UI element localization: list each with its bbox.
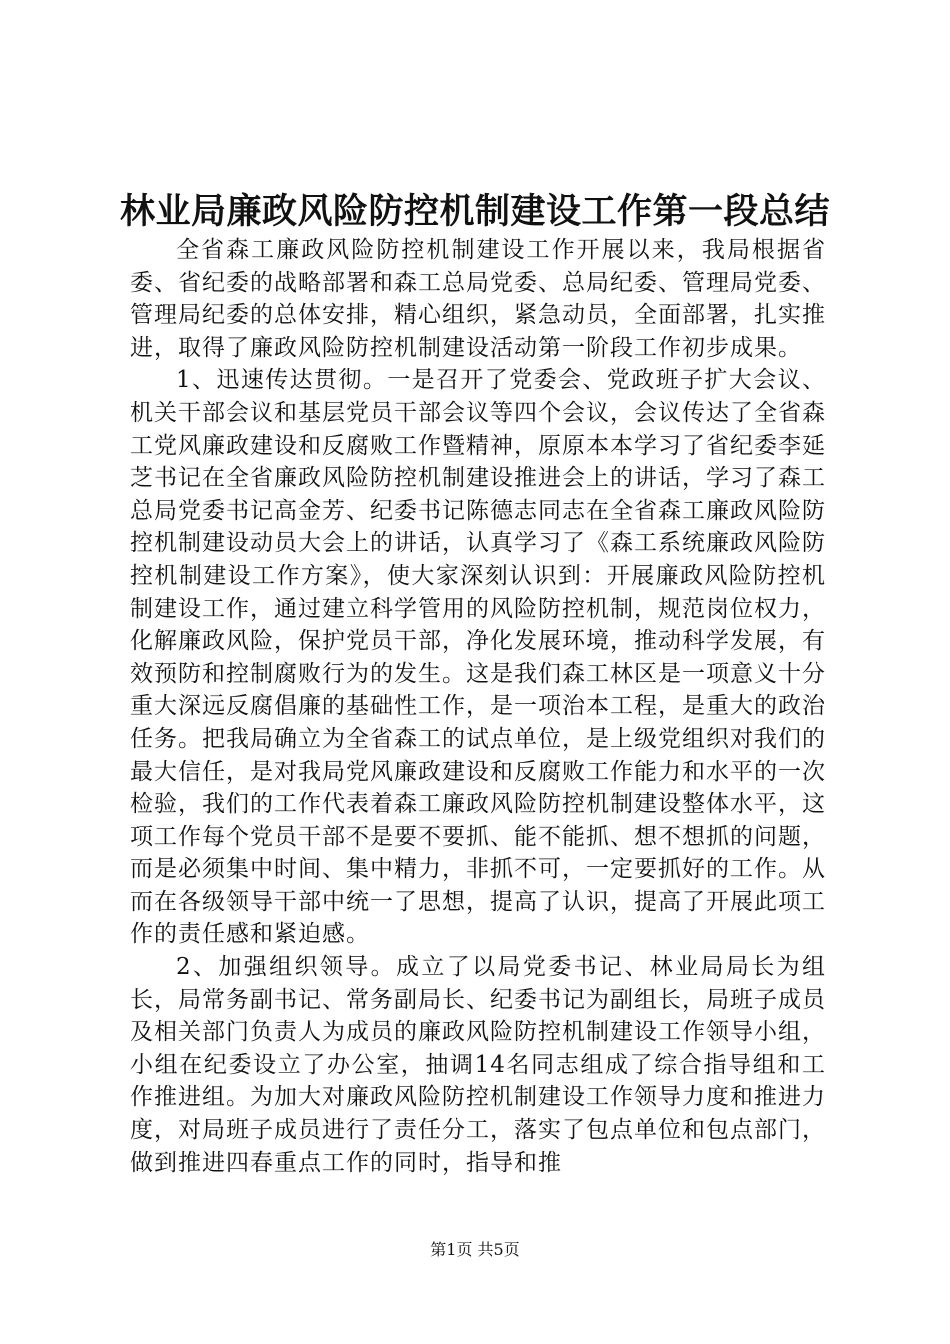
- document-title: 林业局廉政风险防控机制建设工作第一段总结: [119, 192, 830, 232]
- paragraph-section-2: 2、加强组织领导。成立了以局党委书记、林业局局长为组长，局常务副书记、常务副局长、纪委书记为副组长，局班子成员及相关部门负责人为成员的廉政风险防控机制建设工作领导小组，小组在纪委设立了办公室，抽调14名同志组成了综合指导组和工作推进组。为加大对廉政风险防控机制建设工作领导力度和推进力度，对局班子成员进行了责任分工，落实了包点单位和包点部门，做到推进四春重点工作的同时，指导和推: [130, 954, 826, 1176]
- paragraph-intro: 全省森工廉政风险防控机制建设工作开展以来，我局根据省委、省纪委的战略部署和森工总局党委、总局纪委、管理局党委、管理局纪委的总体安排，精心组织，紧急动员，全面部署，扎实推进，取得了廉政风险防控机制建设活动第一阶段工作初步成果。: [130, 237, 826, 361]
- document-body: [130, 234, 826, 1179]
- paragraph-section-1: 1、迅速传达贯彻。一是召开了党委会、党政班子扩大会议、机关干部会议和基层党员干部会议等四个会议，会议传达了全省森工党风廉政建设和反腐败工作暨精神，原原本本学习了省纪委李延芝书记在全省廉政风险防控机制建设推进会上的讲话，学习了森工总局党委书记高金芳、纪委书记陈德志同志在全省森工廉政风险防控机制建设动员大会上的讲话，认真学习了《森工系统廉政风险防控机制建设工作方案》，使大家深刻认识到：开展廉政风险防控机制建设工作，通过建立科学管用的风险防控机制，规范岗位权力，化解廉政风险，保护党员干部，净化发展环境，推动科学发展，有效预防和控制腐败行为的发生。这是我们森工林区是一项意义十分重大深远反腐倡廉的基础性工作，是一项治本工程，是重大的政治任务。把我局确立为全省森工的试点单位，是上级党组织对我们的最大信任，是对我局党风廉政建设和反腐败工作能力和水平的一次检验，我们的工作代表着森工廉政风险防控机制建设整体水平，这项工作每个党员干部不是要不要抓、能不能抓、想不想抓的问题，而是必须集中时间、集中精力，非抓不可，一定要抓好的工作。从而在各级领导干部中统一了思想，提高了认识，提高了开展此项工作的责任感和紧迫感。: [130, 367, 826, 948]
- page-number-footer: 第1页 共5页: [430, 1240, 520, 1259]
